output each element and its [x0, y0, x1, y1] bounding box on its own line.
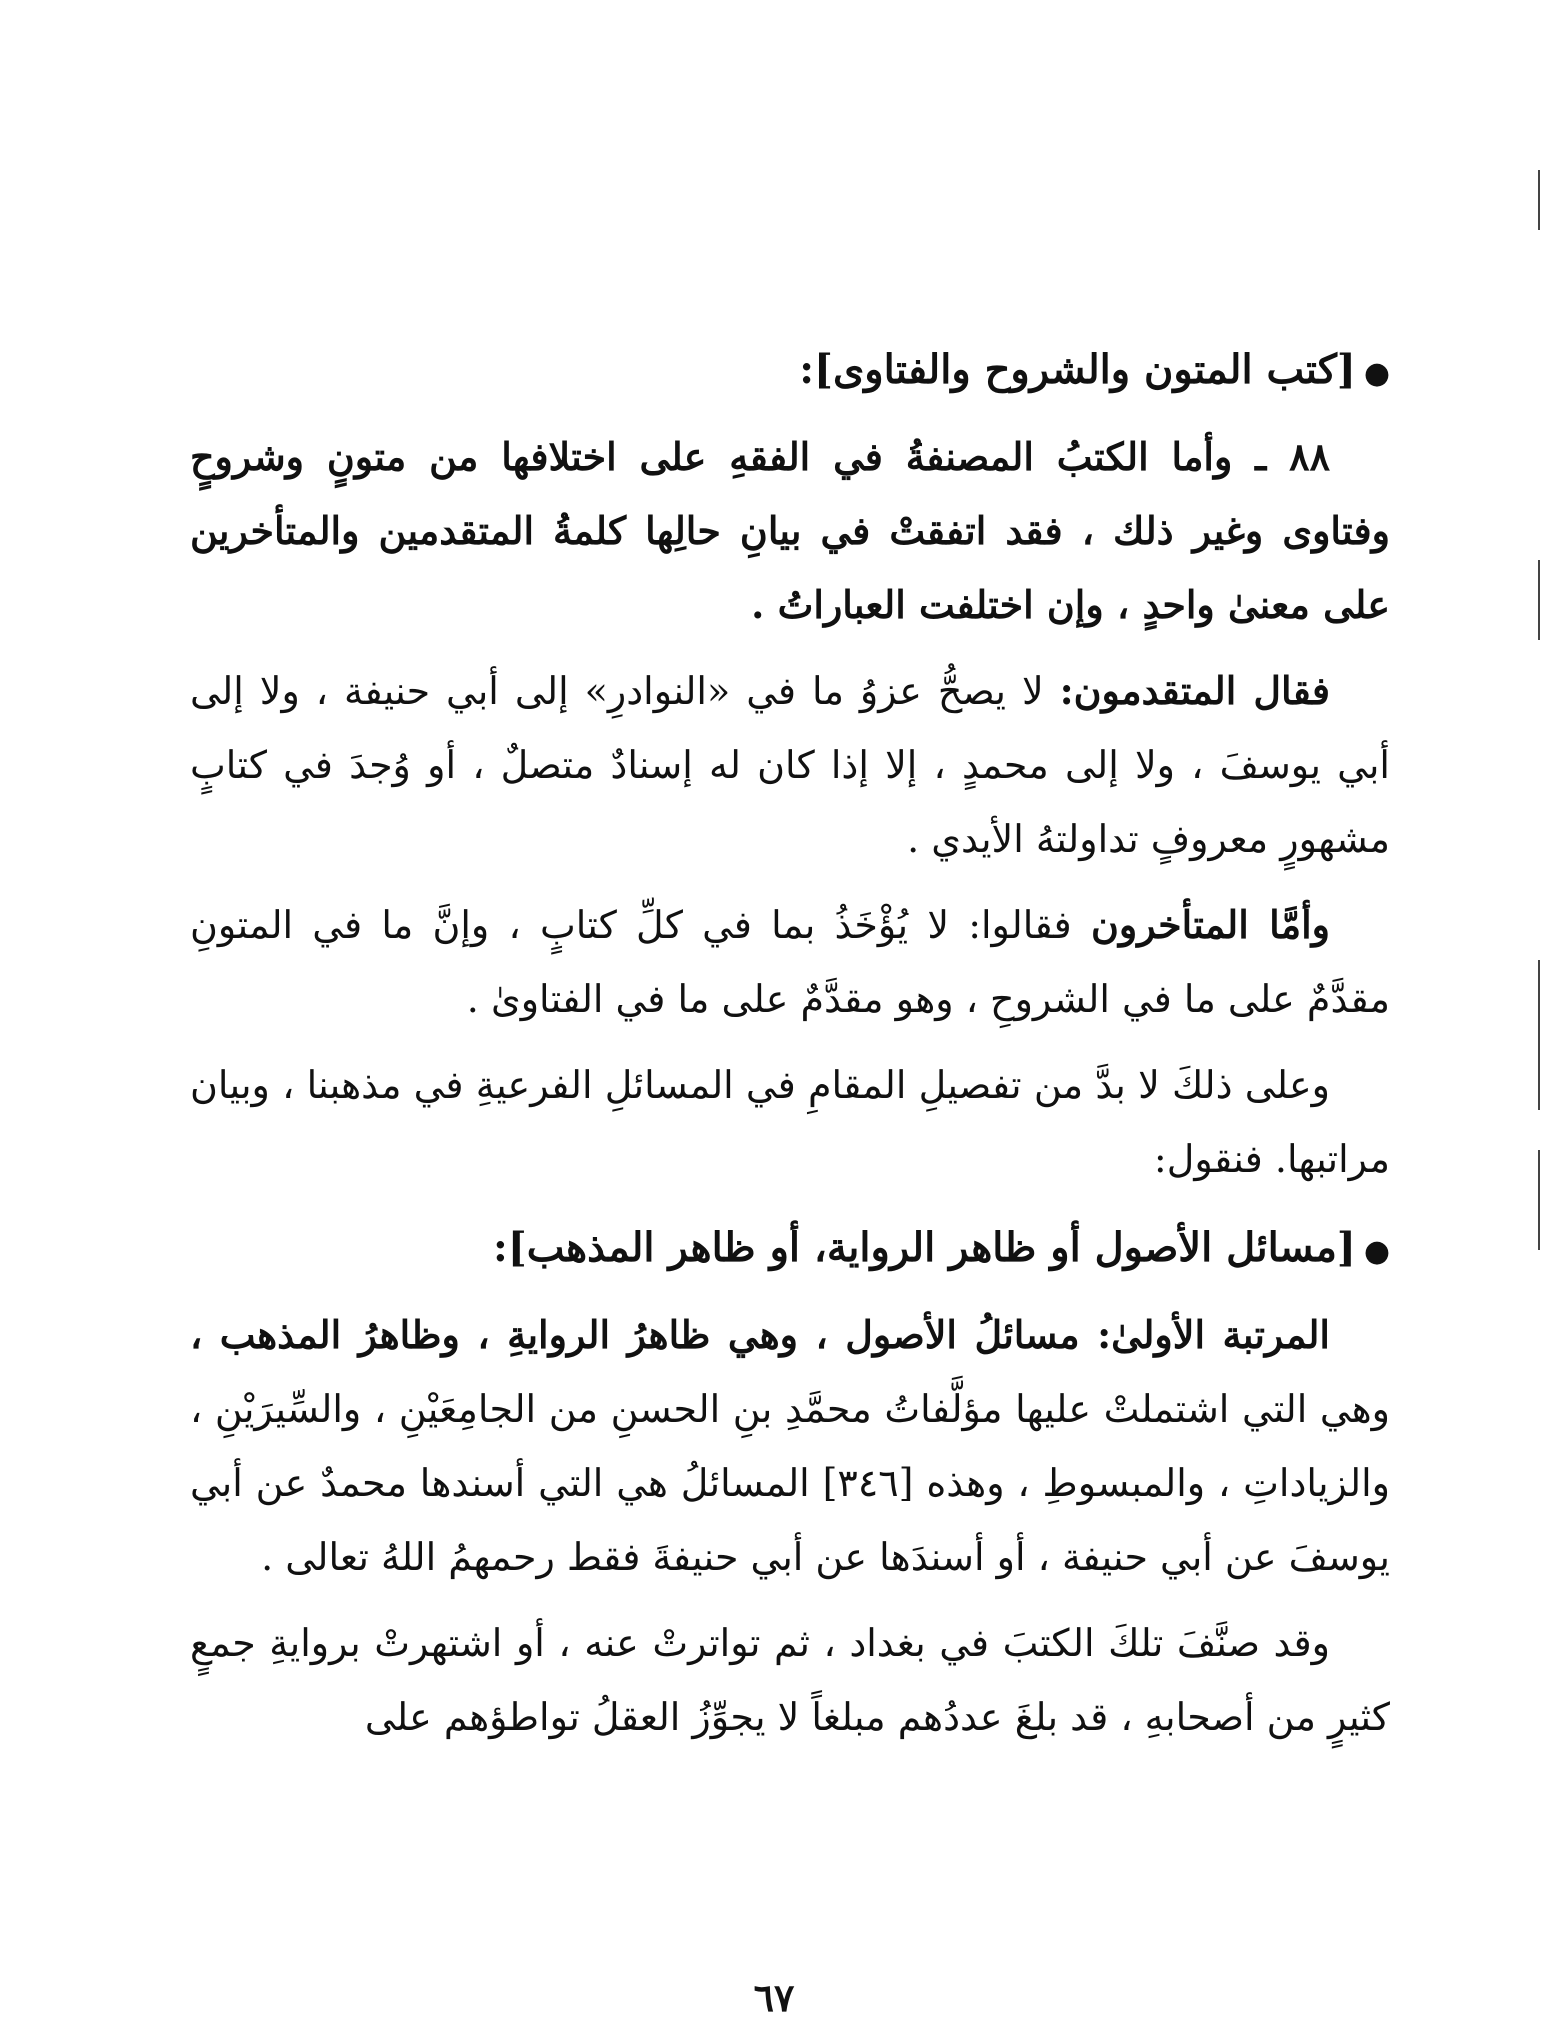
paragraph-mutaqaddimun-text: لا يصحُّ عزوُ ما في «النوادرِ» إلى أبي حنيفة ، ولا إلى أبي يوسفَ ، ولا إلى محمدٍ ، إلا إذا كان له إسنادٌ متصلٌ ، أو وُجدَ في كتابٍ مشهورٍ معروفٍ تداولتهُ الأيدي . — [190, 669, 1390, 861]
page-number: ٦٧ — [753, 1975, 795, 2020]
bullet-icon: ● — [1363, 1234, 1390, 1269]
scan-edge-line — [1538, 960, 1540, 1110]
paragraph-mutaakhkhirun-text: فقالوا: لا يُؤْخَذُ بما في كلِّ كتابٍ ، وإنَّ ما في المتونِ مقدَّمٌ على ما في الشروحِ ، وهو مقدَّمٌ على ما في الفتاوىٰ . — [190, 903, 1390, 1021]
section-heading-usul — [190, 1208, 1390, 1292]
bullet-icon: ● — [1363, 356, 1390, 391]
paragraph-mutaakhkhirun-lead: وأمَّا المتأخرون — [1090, 902, 1330, 947]
section-heading-usul-label: [مسائل الأصول أو ظاهر الرواية، أو ظاهر المذهب]: — [493, 1224, 1356, 1271]
scan-edge-line — [1538, 170, 1540, 230]
section-heading-texts-label: [كتب المتون والشروح والفتاوى]: — [799, 346, 1356, 393]
paragraph-mutaqaddimun — [190, 654, 1390, 876]
paragraph-88: ٨٨ ـ وأما الكتبُ المصنفةُ في الفقهِ على اختلافها من متونٍ وشروحٍ وفتاوى وغير ذلك ، فقد اتفقتْ في بيانِ حالِها كلمةُ المتقدمين والمتأخرين على معنىٰ واحدٍ ، وإن اختلفت العباراتُ . — [190, 434, 1390, 627]
section-heading-texts — [190, 330, 1390, 414]
paragraph-tafsil: وعلى ذلكَ لا بدَّ من تفصيلِ المقامِ في المسائلِ الفرعيةِ في مذهبنا ، وبيان مراتبها. فنقول: — [190, 1063, 1390, 1181]
paragraph-mutaakhkhirun — [190, 888, 1390, 1036]
paragraph-first-rank — [190, 1298, 1390, 1594]
scan-edge-line — [1538, 1150, 1540, 1250]
page-body — [190, 330, 1390, 1766]
paragraph-baghdad: وقد صنَّفَ تلكَ الكتبَ في بغداد ، ثم تواترتْ عنه ، أو اشتهرتْ بروايةِ جمعٍ كثيرٍ من أصحابهِ ، قد بلغَ عددُهم مبلغاً لا يجوِّزُ العقلُ تواطؤهم على — [190, 1621, 1390, 1739]
paragraph-first-rank-lead: المرتبة الأولىٰ: مسائلُ الأصول ، وهي ظاهرُ الروايةِ ، وظاهرُ المذهب ، — [190, 1312, 1330, 1357]
scan-edge-line — [1538, 560, 1540, 640]
paragraph-mutaqaddimun-lead: فقال المتقدمون: — [1059, 668, 1330, 713]
paragraph-first-rank-text: وهي التي اشتملتْ عليها مؤلَّفاتُ محمَّدِ بنِ الحسنِ من الجامِعَيْنِ ، والسِّيرَيْنِ ، والزياداتِ ، والمبسوطِ ، وهذه [٣٤٦] المسائلُ هي التي أسندها محمدٌ عن أبي يوسفَ عن أبي حنيفة ، أو أسندَها عن أبي حنيفةَ فقط رحمهمُ اللهُ تعالى . — [190, 1387, 1390, 1579]
